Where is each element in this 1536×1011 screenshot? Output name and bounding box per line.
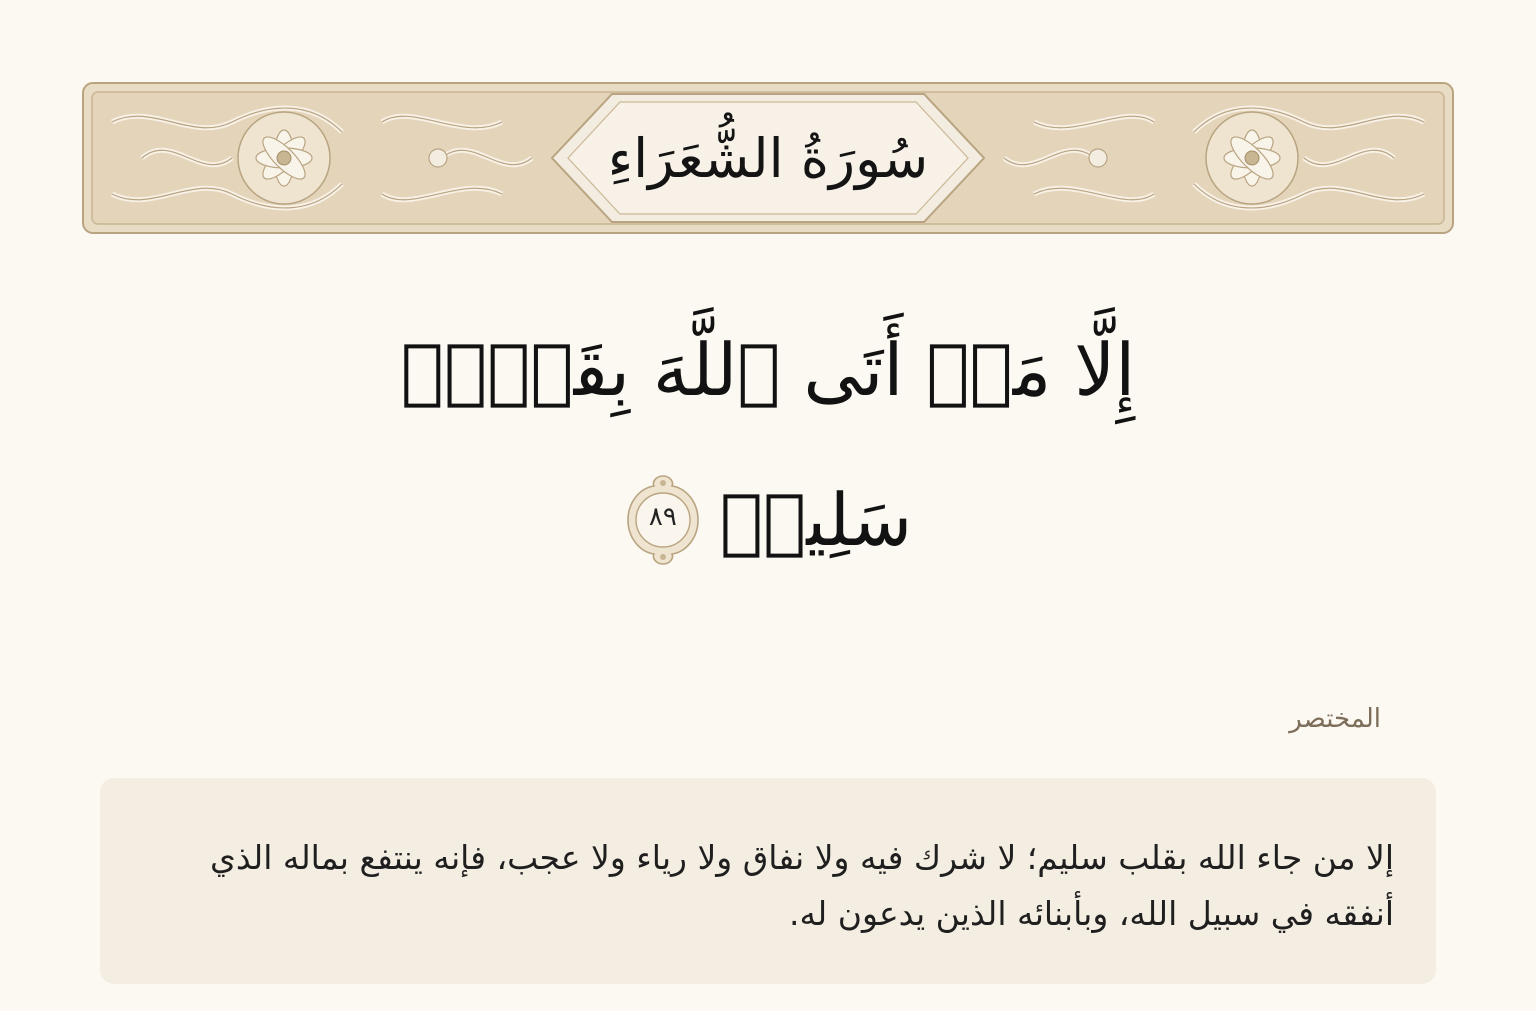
- verse-line-2-row: [0, 460, 1536, 580]
- surah-title: سُورَةُ الشُّعَرَاءِ: [607, 126, 929, 190]
- surah-header-banner: [82, 82, 1454, 234]
- ayah-number-marker: [624, 474, 702, 566]
- verse-line-2: سَلِيمٖ: [719, 478, 913, 562]
- tafsir-box: [100, 778, 1436, 984]
- tafsir-text: إلا من جاء الله بقلب سليم؛ لا شرك فيه ولا نفاق ولا رياء ولا عجب، فإنه ينتفع بماله الذي أنفقه في سبيل الله، وبأبنائه الذين يدعون له.: [210, 838, 1394, 933]
- verse-text: [0, 280, 1536, 580]
- tafsir-source-label: المختصر: [1289, 704, 1381, 734]
- ayah-number: ٨٩: [648, 502, 677, 532]
- verse-line-1: إِلَّا مَنۡ أَتَى ٱللَّهَ بِقَلۡبٖ: [400, 328, 1136, 412]
